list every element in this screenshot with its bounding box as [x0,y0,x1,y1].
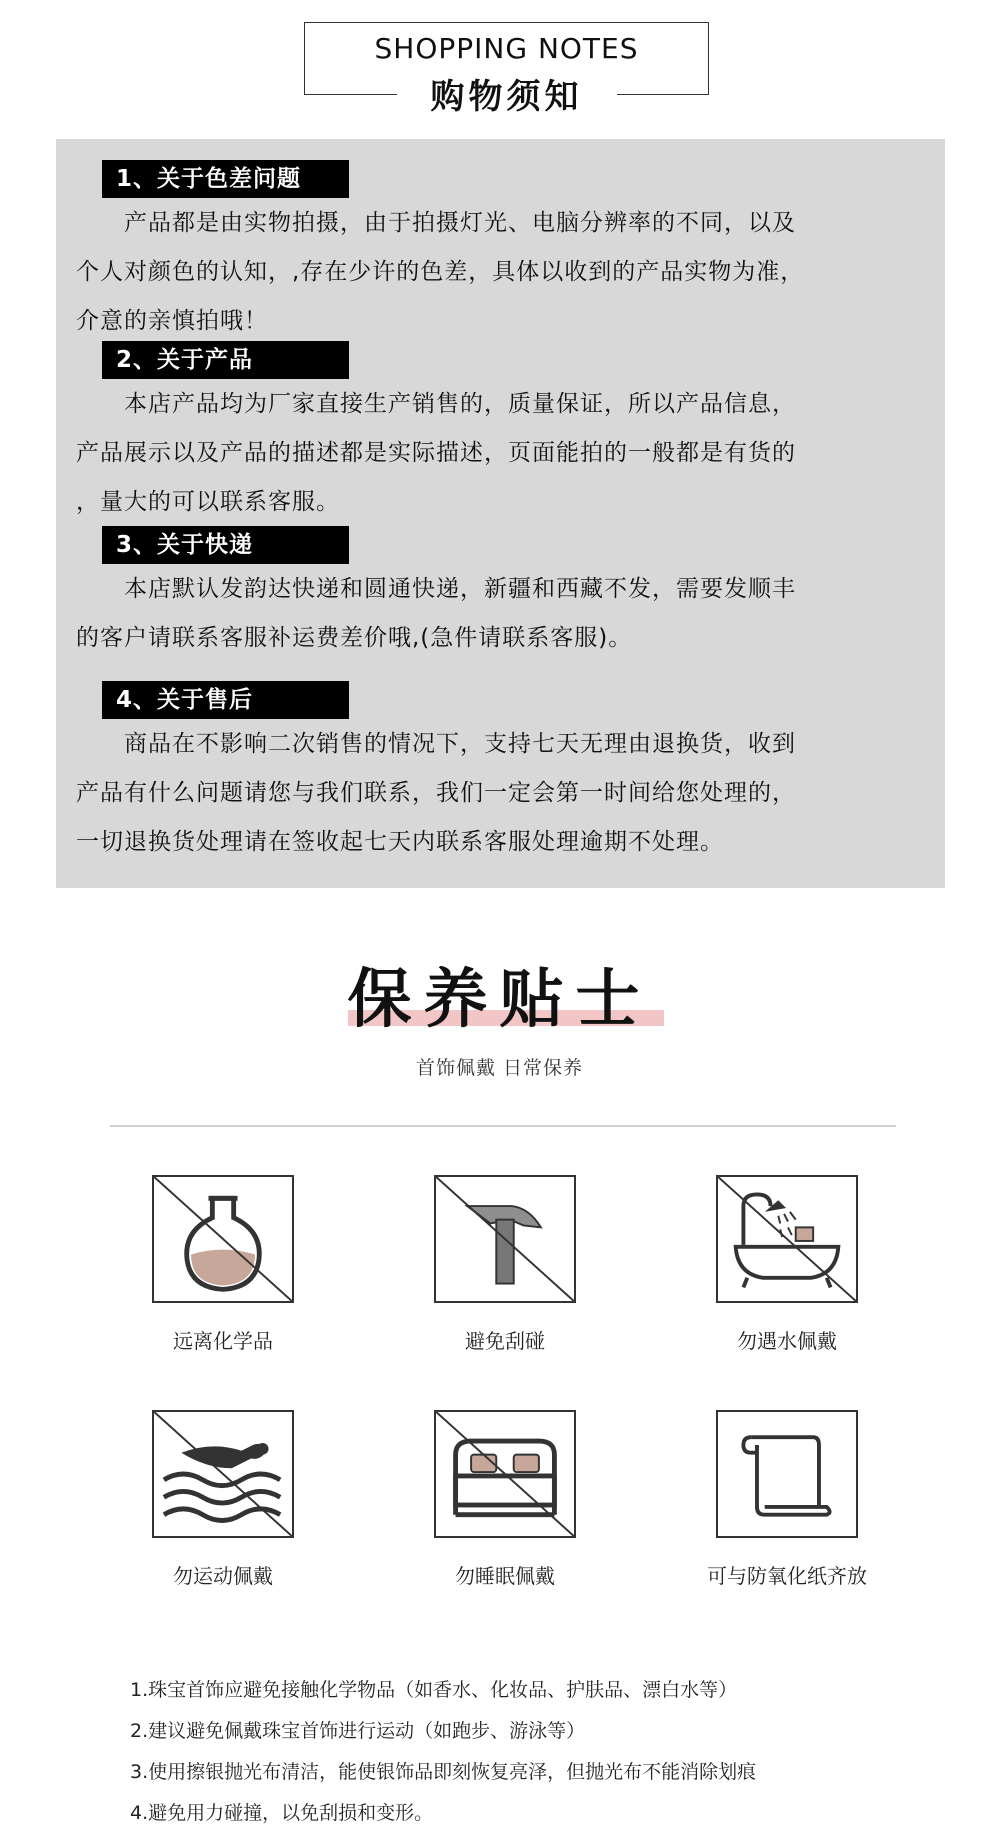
section-text-after-sales [76,720,938,867]
care-title-text: 保养贴士 [347,963,652,1037]
shopping-notes-panel [56,139,945,888]
icon-label: 勿遇水佩戴 [737,1329,837,1353]
section-label-after-sales: 4、关于售后 [102,681,349,719]
text-line: 本店产品均为厂家直接生产销售的，质量保证，所以产品信息， [76,391,796,417]
text-line: ，量大的可以联系客服。 [76,489,340,515]
list-item: 4.避免用力碰撞，以免刮损和变形。 [130,1802,434,1824]
icon-label: 远离化学品 [173,1329,273,1353]
divider [110,1125,896,1127]
text-line: 产品有什么问题请您与我们联系，我们一定会第一时间给您处理的， [76,780,796,806]
text-line: 的客户请联系客服补运费差价哦,(急件请联系客服)。 [76,625,633,651]
bath-shower-icon [716,1175,858,1303]
list-item: 2.建议避免佩戴珠宝首饰进行运动（如跑步、游泳等） [130,1720,586,1742]
chemical-flask-icon [152,1175,294,1303]
text-line: 介意的亲慎拍哦！ [76,308,268,334]
hammer-icon [434,1175,576,1303]
bed-icon [434,1410,576,1538]
swimmer-icon [152,1410,294,1538]
text-line: 产品都是由实物拍摄，由于拍摄灯光、电脑分辨率的不同，以及 [76,210,796,236]
icon-label: 可与防氧化纸齐放 [707,1564,867,1588]
list-item: 3.使用擦银抛光布清洁，能使银饰品即刻恢复亮泽，但抛光布不能消除划痕 [130,1761,757,1783]
text-line: 一切退换货处理请在签收起七天内联系客服处理逾期不处理。 [76,829,724,855]
section-text-shipping [76,565,938,663]
care-tips-list [130,1670,890,1834]
icon-label: 勿运动佩戴 [173,1564,273,1588]
text-line: 产品展示以及产品的描述都是实际描述，页面能拍的一般都是有货的 [76,440,796,466]
paper-roll-icon [716,1410,858,1538]
care-subtitle: 首饰佩戴 日常保养 [415,1057,584,1079]
section-text-product [76,380,938,527]
shopping-notes-title-box [304,22,709,117]
care-title [0,948,999,1040]
title-english: SHOPPING NOTES [374,32,639,65]
section-label-shipping: 3、关于快递 [102,526,349,564]
text-line: 本店默认发韵达快递和圆通快递，新疆和西藏不发，需要发顺丰 [76,576,796,602]
section-text-color-difference [76,199,938,346]
text-line: 个人对颜色的认知，,存在少许的色差，具体以收到的产品实物为准， [76,259,805,285]
section-label-color-difference: 1、关于色差问题 [102,160,349,198]
list-item: 1.珠宝首饰应避免接触化学物品（如香水、化妆品、护肤品、漂白水等） [130,1679,738,1701]
title-chinese: 购物须知 [397,69,617,118]
icon-label: 避免刮碰 [465,1329,545,1353]
section-label-product: 2、关于产品 [102,341,349,379]
icon-label: 勿睡眠佩戴 [455,1564,555,1588]
text-line: 商品在不影响二次销售的情况下，支持七天无理由退换货，收到 [76,731,796,757]
